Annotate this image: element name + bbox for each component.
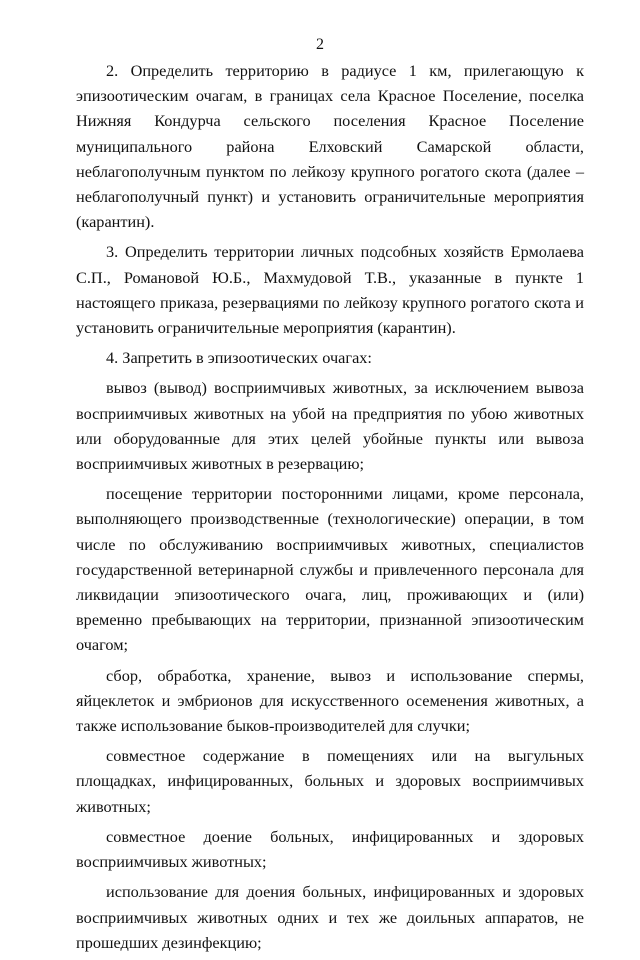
prohibition-joint-keeping: совместное содержание в помещениях или на выгульных площадках, инфицированных, больных и здоровых восприимчивых животных; <box>76 746 584 816</box>
paragraph-item-3: 3. Определить территории личных подсобных хозяйств Ермолаева С.П., Романовой Ю.Б., Махмудовой Т.В., указанные в пункте 1 настоящего приказа, резервациями по лейкозу крупного рогатого скота и установить ограничительные мероприятия (карантин). <box>76 242 584 338</box>
prohibition-removal: вывоз (вывод) восприимчивых животных, за исключением вывоза восприимчивых животных на убой на предприятия по убою животных или оборудованные для этих целей убойные пункты или вывоза восприимчивых животных в резервацию; <box>76 378 584 474</box>
prohibition-joint-milking: совместное доение больных, инфицированных и здоровых восприимчивых животных; <box>76 826 584 872</box>
document-body <box>76 58 584 960</box>
page-number: 2 <box>316 36 324 53</box>
prohibition-semen: сбор, обработка, хранение, вывоз и использование спермы, яйцеклеток и эмбрионов для искусственного осеменения животных, а также использование быков-производителей для случки; <box>76 665 584 736</box>
prohibition-milking-equipment: использование для доения больных, инфицированных и здоровых восприимчивых животных одних и тех же доильных аппаратов, не прошедших дезинфекцию; <box>76 882 584 952</box>
paragraph-item-4: 4. Запретить в эпизоотических очагах: <box>106 348 372 368</box>
paragraph-item-2: 2. Определить территорию в радиусе 1 км, прилегающую к эпизоотическим очагам, в границах села Красное Поселение, поселка Нижняя Кондурча сельского поселения Красное Поселение муниципального района Елховский Самарской области, неблагополучным пунктом по лейкозу крупного рогатого скота (далее – неблагополучный пункт) и установить ограничительные мероприятия (карантин). <box>76 61 584 232</box>
prohibition-visiting: посещение территории посторонними лицами, кроме персонала, выполняющего производственные (технологические) операции, в том числе по обслуживанию восприимчивых животных, специалистов государственной ветеринарной службы и привлеченного персонала для ликвидации эпизоотического очага, лиц, проживающих и (или) временно пребывающих на территории, признанной эпизоотическим очагом; <box>76 484 584 655</box>
